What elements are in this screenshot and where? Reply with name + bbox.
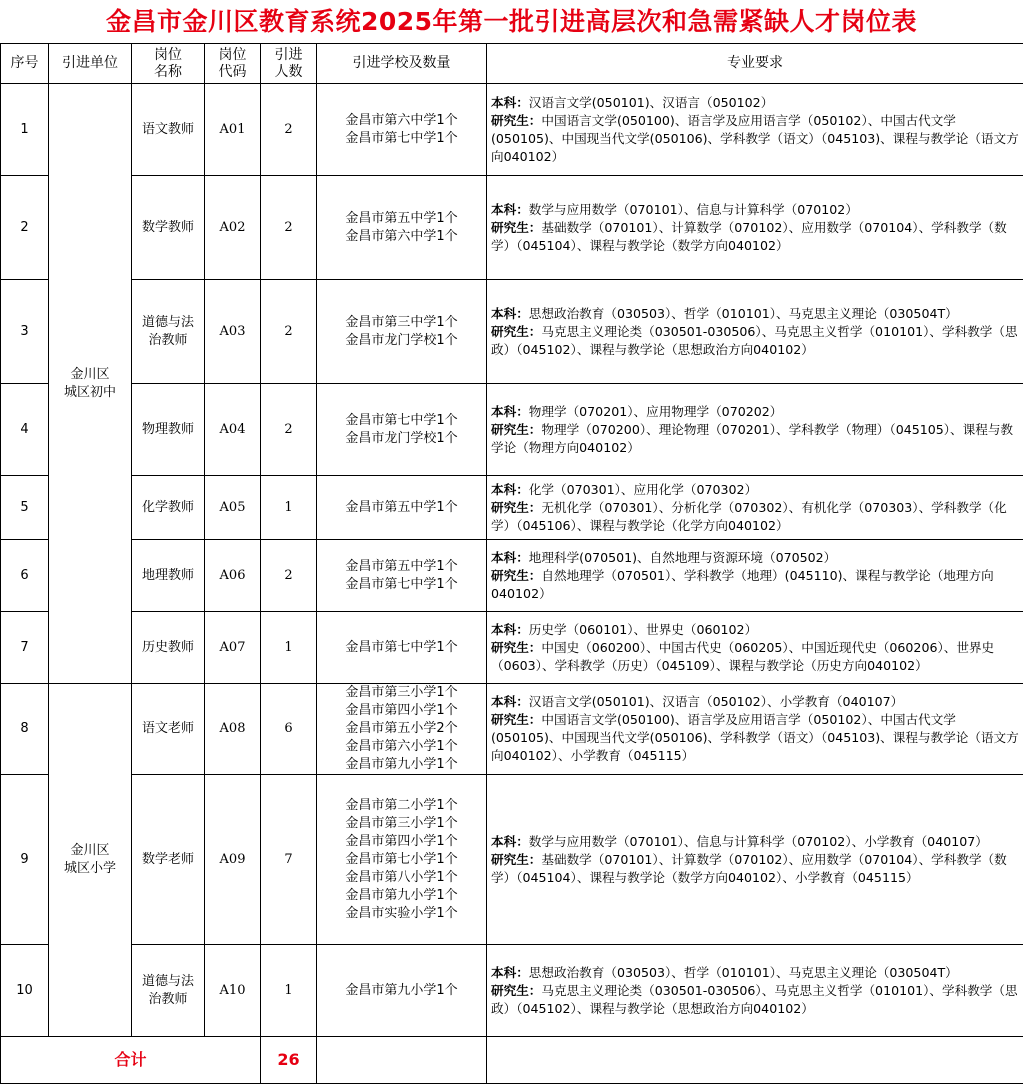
header-unit: 引进单位 [49, 44, 132, 84]
table-row [1, 684, 1023, 775]
row-schools: 金昌市第五中学1个 金昌市第六中学1个 [317, 176, 487, 280]
row-seq: 1 [1, 84, 49, 176]
undergrad-requirement [491, 549, 1019, 567]
total-count: 26 [261, 1037, 317, 1084]
undergrad-majors: 思想政治教育（030503）、哲学（010101）、马克思主义理论（030504T） [529, 306, 958, 321]
row-major-requirement [487, 684, 1023, 775]
row-schools: 金昌市第三小学1个 金昌市第四小学1个 金昌市第五小学2个 金昌市第六小学1个 金昌市第九小学1个 [317, 684, 487, 775]
undergrad-requirement [491, 833, 1019, 851]
table-row [1, 176, 1023, 280]
total-empty-major [487, 1037, 1023, 1084]
header-schools: 引进学校及数量 [317, 44, 487, 84]
row-post-code: A10 [205, 945, 261, 1037]
row-schools: 金昌市第七中学1个 [317, 612, 487, 684]
row-count: 1 [261, 945, 317, 1037]
row-major-requirement [487, 775, 1023, 945]
undergrad-requirement [491, 305, 1019, 323]
row-post-name: 语文教师 [132, 84, 205, 176]
header-post-code: 岗位 代码 [205, 44, 261, 84]
row-major-requirement [487, 476, 1023, 540]
row-post-code: A08 [205, 684, 261, 775]
grad-requirement [491, 567, 1019, 603]
row-major-requirement [487, 945, 1023, 1037]
grad-label: 研究生： [491, 324, 541, 339]
undergrad-label: 本科： [491, 694, 529, 709]
row-count: 6 [261, 684, 317, 775]
grad-requirement [491, 499, 1019, 535]
undergrad-majors: 数学与应用数学（070101）、信息与计算科学（070102）、小学教育（040107） [529, 834, 988, 849]
grad-label: 研究生： [491, 113, 541, 128]
row-post-name: 数学教师 [132, 176, 205, 280]
row-post-name: 物理教师 [132, 384, 205, 476]
row-schools: 金昌市第三中学1个 金昌市龙门学校1个 [317, 280, 487, 384]
row-major-requirement [487, 84, 1023, 176]
table-row [1, 476, 1023, 540]
undergrad-label: 本科： [491, 834, 529, 849]
grad-majors: 物理学（070200）、理论物理（070201）、学科教学（物理）（045105）、课程与教学论（物理方向040102） [491, 422, 1013, 455]
undergrad-requirement [491, 693, 1019, 711]
row-seq: 10 [1, 945, 49, 1037]
row-seq: 8 [1, 684, 49, 775]
row-count: 2 [261, 84, 317, 176]
grad-majors: 中国史（060200）、中国古代史（060205）、中国近现代史（060206）、世界史（0603）、学科教学（历史）（045109）、课程与教学论（历史方向040102） [491, 640, 994, 673]
table-row [1, 540, 1023, 612]
grad-label: 研究生： [491, 712, 541, 727]
grad-requirement [491, 421, 1019, 457]
grad-requirement [491, 639, 1019, 675]
grad-label: 研究生： [491, 852, 541, 867]
grad-majors: 中国语言文学(050100)、语言学及应用语言学（050102）、中国古代文学(050105)、中国现当代文学(050106)、学科教学（语文）（045103)、课程与教学论（语文方向040102） [491, 113, 1019, 164]
row-post-name: 地理教师 [132, 540, 205, 612]
row-seq: 6 [1, 540, 49, 612]
row-major-requirement [487, 612, 1023, 684]
undergrad-requirement [491, 403, 1019, 421]
undergrad-majors: 地理科学(070501)、自然地理与资源环境（070502） [529, 550, 836, 565]
header-major: 专业要求 [487, 44, 1023, 84]
grad-requirement [491, 219, 1019, 255]
row-post-code: A02 [205, 176, 261, 280]
grad-majors: 无机化学（070301）、分析化学（070302）、有机化学（070303）、学科教学（化学）（045106）、课程与教学论（化学方向040102） [491, 500, 1007, 533]
row-count: 2 [261, 384, 317, 476]
grad-label: 研究生： [491, 568, 541, 583]
grad-label: 研究生： [491, 422, 541, 437]
grad-majors: 马克思主义理论类（030501-030506）、马克思主义哲学（010101）、学科教学（思政）（045102）、课程与教学论（思想政治方向040102） [491, 324, 1018, 357]
row-post-code: A09 [205, 775, 261, 945]
undergrad-requirement [491, 621, 1019, 639]
row-post-name: 道德与法 治教师 [132, 280, 205, 384]
row-post-code: A04 [205, 384, 261, 476]
row-post-code: A01 [205, 84, 261, 176]
row-count: 2 [261, 280, 317, 384]
grad-requirement [491, 711, 1019, 765]
row-seq: 2 [1, 176, 49, 280]
row-post-name: 数学老师 [132, 775, 205, 945]
grad-label: 研究生： [491, 640, 541, 655]
grad-requirement [491, 851, 1019, 887]
undergrad-label: 本科： [491, 202, 529, 217]
row-seq: 3 [1, 280, 49, 384]
row-schools: 金昌市第二小学1个 金昌市第三小学1个 金昌市第四小学1个 金昌市第七小学1个 金昌市第八小学1个 金昌市第九小学1个 金昌市实验小学1个 [317, 775, 487, 945]
header-count: 引进 人数 [261, 44, 317, 84]
row-schools: 金昌市第六中学1个 金昌市第七中学1个 [317, 84, 487, 176]
undergrad-majors: 历史学（060101）、世界史（060102） [529, 622, 757, 637]
row-schools: 金昌市第七中学1个 金昌市龙门学校1个 [317, 384, 487, 476]
grad-requirement [491, 112, 1019, 166]
undergrad-majors: 物理学（070201）、应用物理学（070202） [529, 404, 783, 419]
header-post-name: 岗位 名称 [132, 44, 205, 84]
total-row [1, 1037, 1023, 1084]
total-label: 合计 [1, 1037, 261, 1084]
undergrad-label: 本科： [491, 622, 529, 637]
row-post-code: A03 [205, 280, 261, 384]
undergrad-majors: 化学（070301）、应用化学（070302） [529, 482, 757, 497]
row-seq: 9 [1, 775, 49, 945]
row-post-name: 化学教师 [132, 476, 205, 540]
grad-requirement [491, 982, 1019, 1018]
undergrad-label: 本科： [491, 404, 529, 419]
table-row [1, 384, 1023, 476]
row-count: 7 [261, 775, 317, 945]
undergrad-requirement [491, 94, 1019, 112]
total-empty-schools [317, 1037, 487, 1084]
table-row [1, 775, 1023, 945]
row-post-name: 历史教师 [132, 612, 205, 684]
grad-majors: 基础数学（070101）、计算数学（070102）、应用数学（070104）、学科教学（数学）（045104）、课程与教学论（数学方向040102） [491, 220, 1007, 253]
undergrad-majors: 汉语言文学(050101)、汉语言（050102） [529, 95, 774, 110]
row-major-requirement [487, 384, 1023, 476]
undergrad-label: 本科： [491, 306, 529, 321]
row-post-name: 道德与法 治教师 [132, 945, 205, 1037]
row-seq: 7 [1, 612, 49, 684]
grad-label: 研究生： [491, 500, 541, 515]
undergrad-requirement [491, 201, 1019, 219]
row-post-code: A07 [205, 612, 261, 684]
row-major-requirement [487, 176, 1023, 280]
undergrad-requirement [491, 481, 1019, 499]
undergrad-label: 本科： [491, 965, 529, 980]
row-schools: 金昌市第五中学1个 金昌市第七中学1个 [317, 540, 487, 612]
grad-label: 研究生： [491, 983, 541, 998]
row-major-requirement [487, 280, 1023, 384]
table-row [1, 84, 1023, 176]
row-schools: 金昌市第五中学1个 [317, 476, 487, 540]
grad-majors: 中国语言文学(050100)、语言学及应用语言学（050102）、中国古代文学(050105)、中国现当代文学(050106)、学科教学（语文）（045103)、课程与教学论（语文方向040102）、小学教育（045115） [491, 712, 1019, 763]
grad-majors: 基础数学（070101）、计算数学（070102）、应用数学（070104）、学科教学（数学）（045104）、课程与教学论（数学方向040102）、小学教育（045115） [491, 852, 1007, 885]
unit-primary-school: 金川区 城区小学 [49, 684, 132, 1037]
row-count: 2 [261, 540, 317, 612]
grad-majors: 马克思主义理论类（030501-030506）、马克思主义哲学（010101）、学科教学（思政）（045102）、课程与教学论（思想政治方向040102） [491, 983, 1018, 1016]
header-seq: 序号 [1, 44, 49, 84]
grad-label: 研究生： [491, 220, 541, 235]
positions-table [0, 43, 1023, 1084]
row-post-code: A06 [205, 540, 261, 612]
grad-majors: 自然地理学（070501）、学科教学（地理）(045110)、课程与教学论（地理方向040102） [491, 568, 994, 601]
row-count: 2 [261, 176, 317, 280]
row-count: 1 [261, 612, 317, 684]
undergrad-label: 本科： [491, 482, 529, 497]
table-row [1, 612, 1023, 684]
unit-middle-school: 金川区 城区初中 [49, 84, 132, 684]
row-post-name: 语文老师 [132, 684, 205, 775]
row-seq: 4 [1, 384, 49, 476]
grad-requirement [491, 323, 1019, 359]
table-row [1, 945, 1023, 1037]
undergrad-majors: 汉语言文学(050101)、汉语言（050102）、小学教育（040107） [529, 694, 903, 709]
row-schools: 金昌市第九小学1个 [317, 945, 487, 1037]
page-title: 金昌市金川区教育系统2025年第一批引进高层次和急需紧缺人才岗位表 [0, 0, 1023, 43]
undergrad-label: 本科： [491, 95, 529, 110]
table-body [1, 84, 1023, 1037]
undergrad-majors: 数学与应用数学（070101）、信息与计算科学（070102） [529, 202, 858, 217]
table-row [1, 280, 1023, 384]
undergrad-requirement [491, 964, 1019, 982]
row-post-code: A05 [205, 476, 261, 540]
header-row [1, 44, 1023, 84]
undergrad-label: 本科： [491, 550, 529, 565]
undergrad-majors: 思想政治教育（030503）、哲学（010101）、马克思主义理论（030504T） [529, 965, 958, 980]
row-count: 1 [261, 476, 317, 540]
row-seq: 5 [1, 476, 49, 540]
row-major-requirement [487, 540, 1023, 612]
